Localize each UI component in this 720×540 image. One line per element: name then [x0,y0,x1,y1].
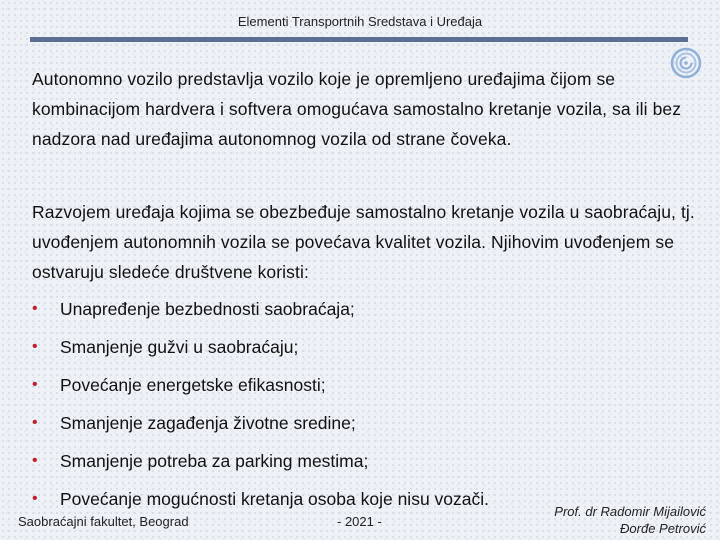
paragraph-benefits-intro: Razvojem uređaja kojima se obezbeđuje samostalno kretanje vozila u saobraćaju, tj. uvođenjem autonomnih vozila se povećava kvalitet vozila. Njihovim uvođenjem se ostvaruju sledeće društvene koristi: [32,202,695,282]
footer-institution: Saobraćajni fakultet, Beograd [18,514,189,529]
list-item-text: Povećanje energetske efikasnosti; [60,375,326,395]
footer-author-1: Prof. dr Radomir Mijailović [554,504,706,519]
bullet-icon: • [32,376,38,393]
list-item-text: Povećanje mogućnosti kretanja osoba koje nisu vozači. [60,489,489,509]
list-item-text: Unapređenje bezbednosti saobraćaja; [60,299,355,319]
footer-authors [554,503,706,537]
bullet-icon: • [32,300,38,317]
list-item [32,442,692,480]
bullet-icon: • [32,414,38,431]
list-item-text: Smanjenje gužvi u saobraćaju; [60,337,299,357]
list-item [32,328,692,366]
list-item [32,404,692,442]
list-item [32,366,692,404]
bullet-icon: • [32,338,38,355]
paragraph-definition: Autonomno vozilo predstavlja vozilo koje je opremljeno uređajima čijom se kombinacijom hardvera i softvera omogućava samostalno kretanje vozila, sa ili bez nadzora nad uređajima autonomnog vozila od strane čoveka. [32,69,682,149]
bullet-icon: • [32,452,38,469]
footer-author-2: Đorđe Petrović [620,521,706,536]
footer-year: - 2021 - [337,514,382,529]
list-item [32,290,692,328]
list-item-text: Smanjenje zagađenja životne sredine; [60,413,356,433]
list-item-text: Smanjenje potreba za parking mestima; [60,451,369,471]
bullet-icon: • [32,490,38,507]
benefits-list [32,290,692,518]
header-divider [30,37,688,42]
page-title: Elementi Transportnih Sredstava i Uređaja [237,14,483,29]
